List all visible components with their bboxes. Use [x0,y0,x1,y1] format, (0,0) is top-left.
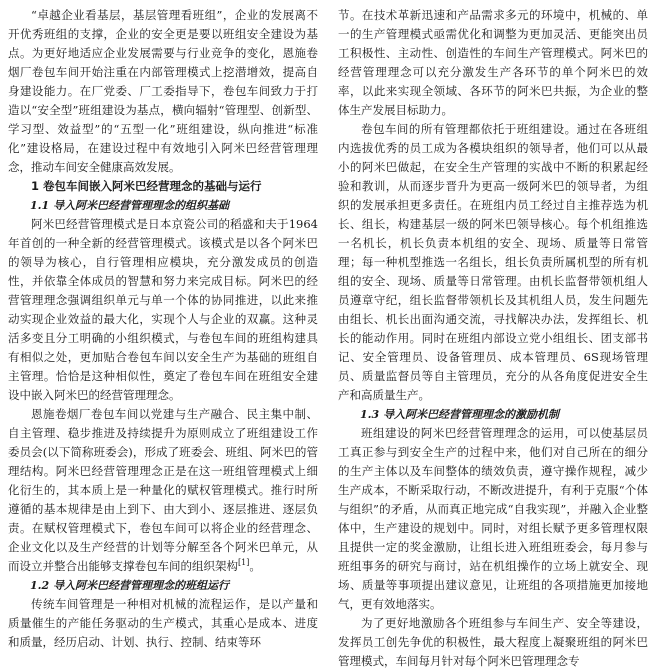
paragraph-1-3-a: 班组建设的阿米巴经营管理理念的运用，可以使基层员工真正参与到安全生产的过程中来，他们对自己所在的细分的生产主体以及车间整体的绩效负责，遵守操作规程，减少生产成本，不断采取行动，不断改进提升，有利于克服“个体与组织”的矛盾，从而真正地完成“自我实现”，并融入企业整体中，生产建设的规划中。同时，对组长赋予更多管理权限且提供一定的奖金激励，让组长进入班组班委会，每月参与班组事务的研究与商讨，站在机组操作的立场上就安全、现场、质量等事项提出建议意见，让班组的各项措施更加接地气，更有效地落实。 [338,426,648,611]
subsection-1-2-heading: 1.2 导入阿米巴经营管理理念的班组运行 [30,579,229,592]
paragraph-1-2-b: 卷包车间的所有管理都依托于班组建设。通过在各班组内选拔优秀的员工成为各模块组织的领导者，他们可以从最小的阿米巴做起，在安全生产管理的实战中不断的积累起经验和教训，从而逐步晋升为更高一级阿米巴的领导者，为组织的发展承担更多责任。在班组内员工经过自主推荐选为机长、组长，构建基层一级的阿米巴领导核心。每个机组推选一名机长，机长负责本机组的安全、现场、质量等日常管理；每一种机型推选一名组长，组长负责所属机型的所有机组的安全、现场、质量等日常管理。由机长监督带领机组人员遵章守纪，组长监督带领机长及其机组人员，发生问题先由组长、机长出面沟通交流，寻找解决办法，发挥组长、机长的能动作用。同时在班组内部设立党小组组长、团支部书记、安全管理员、设备管理员、成本管理员、6S现场管理员、质量监督员等自主管理员，充分的从各角度促进安全生产和高质量生产。 [338,122,648,402]
subsection-1-1-heading: 1.1 导入阿米巴经营管理理念的组织基础 [30,199,229,212]
paragraph-1-1-b-text: 恩施卷烟厂卷包车间以党建与生产融合、民主集中制、自主管理、稳步推进及持续提升为原则成立了班组建设工作委员会(以下简称班委会)，形成了班委会、班组、阿米巴的管理结构。阿米巴经营管理理念正是在这一班组管理模式上细化衍生的，其本质上是一种量化的赋权管理模式。推行时所遵循的基本规律是由上到下、由大到小、逐层推进、逐层负责。在赋权管理模式下，卷包车间可以将企业的经营理念、企业文化以及生产经营的计划等分解至各个阿米巴单元，从而设立并整合出能够支撑卷包车间的组织架构 [8,407,318,573]
paragraph-1-1-b [8,405,318,576]
paragraph-1-2-a-continued: 节。在技术革新迅速和产品需求多元的环境中，机械的、单一的生产管理模式亟需优化和调整为更加灵活、更能突出员工积极性、主动性、创造性的车间生产管理模式。阿米巴的经营管理理念可以充分激发生产各环节的单个阿米巴的效率，以此来实现全领域、各环节的阿米巴共振，为企业的整体生产发展目标助力。 [338,8,648,117]
left-column [8,6,318,652]
section-1-heading: 1 卷包车间嵌入阿米巴经营理念的基础与运行 [31,179,262,193]
paragraph-1-1-b-tail: 。 [249,559,261,573]
citation-1: [1] [238,558,250,568]
paragraph-1-1-a: 阿米巴经营管理模式是日本京瓷公司的稻盛和夫于1964年首创的一种全新的经营管理模式。该模式是以各个阿米巴的领导为核心，自行管理相应模块，充分激发成员的创造性，并依靠全体成员的智慧和努力来完成目标。阿米巴的经营管理理念强调组织单元与单一个体的协同推进，以此来推动实现企业效益的最大化，实现个人与企业的双赢。这种灵活多变且分工明确的小组织模式，与卷包车间的班组构建具有相似之处，更加贴合卷包车间以安全生产为基础的班组自主管理。恰恰是这种相似性，奠定了卷包车间在班组安全建设中嵌入阿米巴的经营管理理念。 [8,217,318,402]
paragraph-1-3-b: 为了更好地激励各个班组参与车间生产、安全等建设，发挥员工创先争优的积极性，最大程度上凝聚班组的阿米巴管理模式，车间每月针对每个阿米巴管理理念专 [338,616,648,668]
intro-paragraph: “卓越企业看基层，基层管理看班组”，企业的发展离不开优秀班组的支撑，企业的安全更是要以班组安全建设为基点。为更好地适应企业发展需要与行业竞争的变化，恩施卷烟厂卷包车间开始注重在内部管理模式上挖潜增效，提高自身建设能力。在厂党委、厂工委指导下，卷包车间致力于打造以“安全型”班组建设为基点，横向辐射“管理型、创新型、学习型、效益型”的“五型一化”班组建设，纵向推进“标准化”建设格局，在建设过程中有效地引入阿米巴经营管理理念，推动车间安全健康高效发展。 [8,8,318,174]
right-column [338,6,648,671]
paragraph-1-2-a: 传统车间管理是一种相对机械的流程运作，是以产量和质量催生的产能任务驱动的生产模式，其重心是成本、进度和质量，经历启动、计划、执行、控制、结束等环 [8,597,318,649]
subsection-1-3-heading: 1.3 导入阿米巴经营管理理念的激励机制 [360,408,559,421]
